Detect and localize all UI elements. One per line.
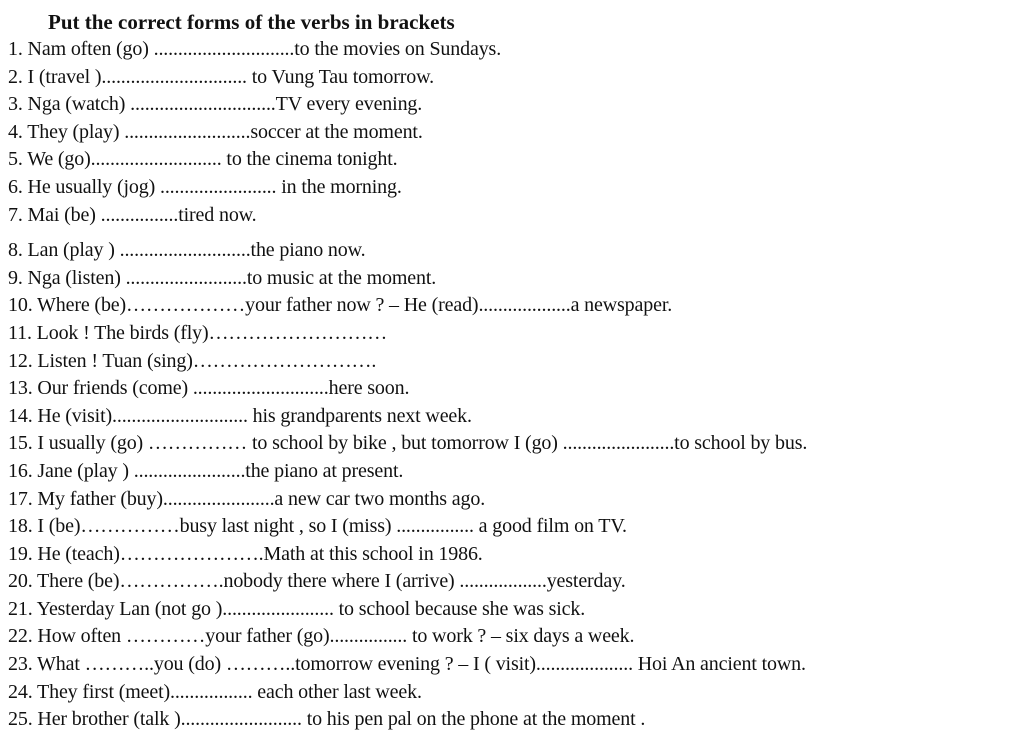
exercise-item-11: 11. Look ! The birds (fly)………………………	[8, 321, 388, 344]
exercise-item-15: 15. I usually (go) …………… to school by bike , but tomorrow I (go) .......................to school by bus.	[8, 432, 808, 455]
exercise-item-23: 23. What ………..you (do) ………..tomorrow evening ? – I ( visit).................... Hoi An ancient town.	[8, 653, 806, 676]
exercise-item-13: 13. Our friends (come) ............................here soon.	[8, 377, 410, 400]
exercise-item-24: 24. They first (meet)................. each other last week.	[8, 680, 422, 703]
exercise-item-4: 4. They (play) ..........................soccer at the moment.	[8, 120, 423, 143]
exercise-item-19: 19. He (teach)………………….Math at this school in 1986.	[8, 542, 483, 565]
exercise-item-17: 17. My father (buy).......................a new car two months ago.	[8, 487, 486, 510]
exercise-item-9: 9. Nga (listen) .........................to music at the moment.	[8, 266, 437, 289]
exercise-item-3: 3. Nga (watch) ..............................TV every evening.	[8, 93, 423, 116]
exercise-item-5: 5. We (go)........................... to the cinema tonight.	[8, 148, 398, 171]
exercise-item-25: 25. Her brother (talk )......................... to his pen pal on the phone at the moment .	[8, 708, 646, 731]
worksheet-title: Put the correct forms of the verbs in brackets	[48, 10, 455, 34]
exercise-item-10: 10. Where (be)………………your father now ? – He (read)...................a newspaper.	[8, 294, 673, 317]
exercise-item-18: 18. I (be)……………busy last night , so I (miss) ................ a good film on TV.	[8, 515, 627, 538]
exercise-item-1: 1. Nam often (go) .............................to the movies on Sundays.	[8, 38, 502, 60]
exercise-item-20: 20. There (be)…………….nobody there where I (arrive) ..................yesterday.	[8, 570, 626, 593]
exercise-list	[8, 36, 1020, 734]
exercise-item-6: 6. He usually (jog) ........................ in the morning.	[8, 175, 402, 198]
exercise-item-12: 12. Listen ! Tuan (sing)……………………….	[8, 349, 377, 372]
exercise-item-22: 22. How often …………your father (go)................ to work ? – six days a week.	[8, 625, 635, 648]
exercise-item-7: 7. Mai (be) ................tired now.	[8, 203, 257, 226]
exercise-item-2: 2. I (travel ).............................. to Vung Tau tomorrow.	[8, 65, 434, 88]
exercise-item-21: 21. Yesterday Lan (not go )....................... to school because she was sick.	[8, 597, 586, 620]
exercise-item-8: 8. Lan (play ) ...........................the piano now.	[8, 239, 366, 262]
exercise-item-16: 16. Jane (play ) .......................the piano at present.	[8, 459, 404, 482]
exercise-item-14: 14. He (visit)............................ his grandparents next week.	[8, 404, 472, 427]
